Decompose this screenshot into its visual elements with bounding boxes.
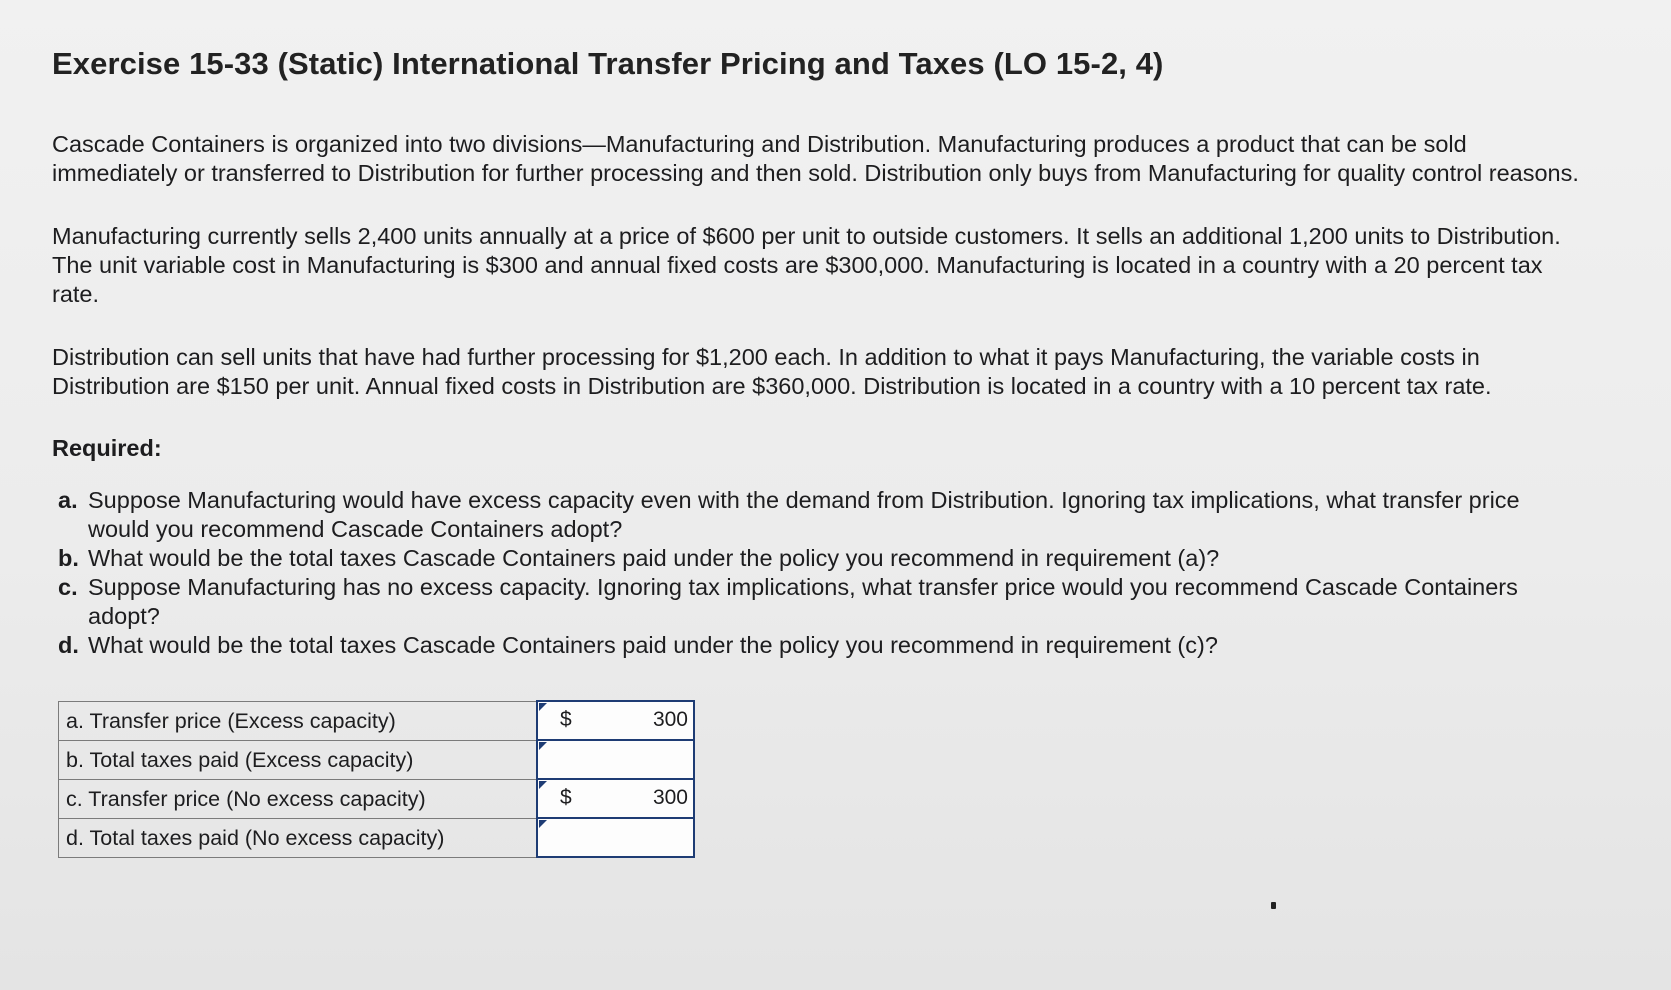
question-b [58, 544, 1578, 573]
cell-marker-icon [539, 820, 547, 828]
table-row [59, 779, 695, 818]
row-label: c. Transfer price (No excess capacity) [59, 779, 538, 818]
row-label: b. Total taxes paid (Excess capacity) [59, 740, 538, 779]
table-row [59, 818, 695, 857]
intro-paragraph: Cascade Containers is organized into two divisions—Manufacturing and Distribution. Manufacturing produces a product that can be sold immediately or transferred to Distribution for further processing and then sold. Distribution only buys from Manufacturing for quality control reasons. [52, 131, 1579, 186]
row-label: a. Transfer price (Excess capacity) [59, 701, 538, 740]
question-text: What would be the total taxes Cascade Containers paid under the policy you recommend in requirement (c)? [88, 632, 1218, 658]
question-letter: d. [58, 632, 79, 658]
cell-marker-icon [539, 742, 547, 750]
question-letter: c. [58, 574, 78, 600]
row-label: d. Total taxes paid (No excess capacity) [59, 818, 538, 857]
answer-value: 300 [652, 786, 688, 809]
page-title: Exercise 15-33 (Static) International Transfer Pricing and Taxes (LO 15-2, 4) [52, 46, 1164, 81]
question-letter: a. [58, 487, 78, 513]
screen-speck [1271, 902, 1276, 909]
answer-table [58, 700, 695, 858]
table-row [59, 740, 695, 779]
currency-symbol: $ [560, 786, 572, 809]
question-text: Suppose Manufacturing has no excess capacity. Ignoring tax implications, what transfer price would you recommend Cascade Containers adopt? [88, 574, 1518, 629]
currency-symbol: $ [560, 708, 572, 731]
required-heading: Required: [52, 435, 162, 461]
question-a [58, 486, 1578, 544]
total-taxes-excess-input[interactable] [537, 740, 694, 779]
question-c [58, 573, 1578, 631]
answer-value: 300 [652, 708, 688, 731]
questions-list [52, 486, 1578, 660]
distribution-paragraph: Distribution can sell units that have had further processing for $1,200 each. In addition to what it pays Manufacturing, the variable costs in Distribution are $150 per unit. Annual fixed costs in Distribution are $360,000. Distribution is located in a country with a 10 percent tax rate. [52, 344, 1492, 399]
transfer-price-no-excess-input[interactable] [537, 779, 694, 818]
question-text: Suppose Manufacturing would have excess capacity even with the demand from Distribution. Ignoring tax implications, what transfer price would you recommend Cascade Containers adopt? [88, 487, 1520, 542]
question-text: What would be the total taxes Cascade Containers paid under the policy you recommend in requirement (a)? [88, 545, 1220, 571]
table-row [59, 701, 695, 740]
cell-marker-icon [539, 781, 547, 789]
manufacturing-paragraph: Manufacturing currently sells 2,400 units annually at a price of $600 per unit to outside customers. It sells an additional 1,200 units to Distribution. The unit variable cost in Manufacturing is $300 and annual fixed costs are $300,000. Manufacturing is located in a country with a 20 percent tax rate. [52, 223, 1561, 307]
transfer-price-excess-input[interactable] [537, 701, 694, 740]
question-d [58, 631, 1578, 660]
cell-marker-icon [539, 703, 547, 711]
total-taxes-no-excess-input[interactable] [537, 818, 694, 857]
question-letter: b. [58, 545, 79, 571]
exercise-page [52, 46, 1612, 858]
